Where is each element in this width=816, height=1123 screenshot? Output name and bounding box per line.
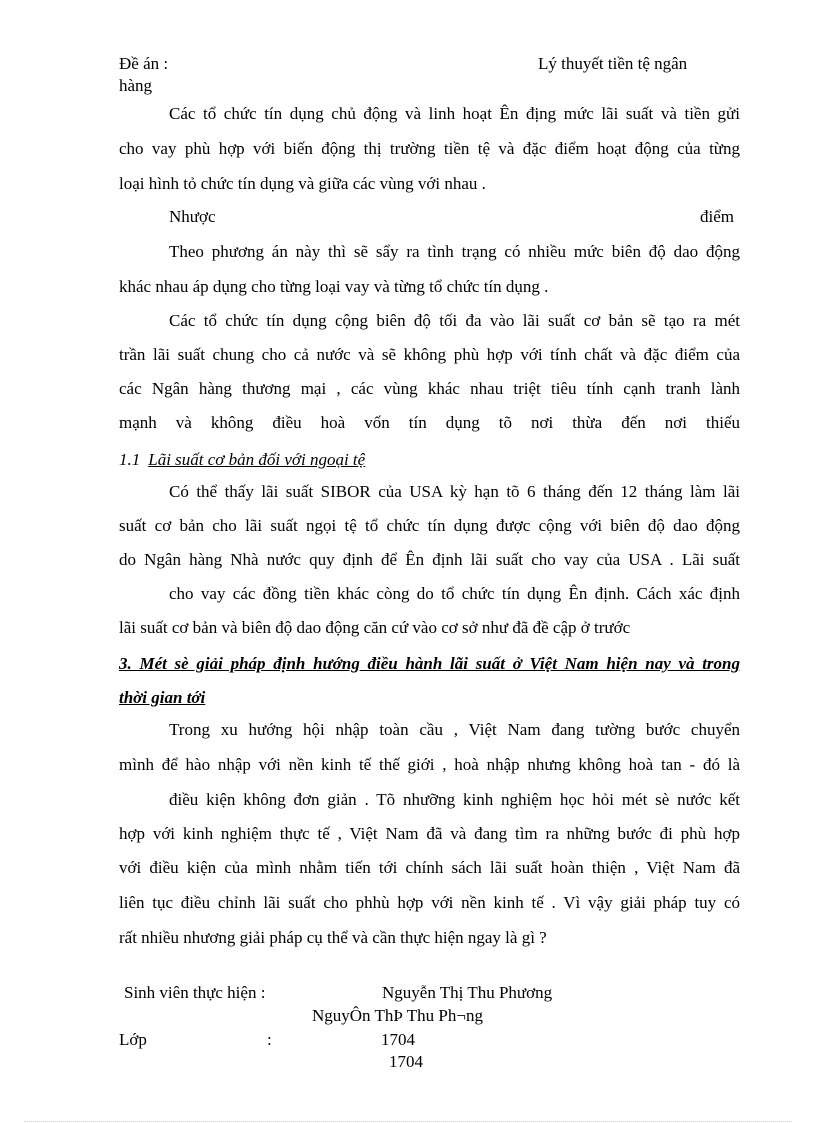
student-name-garbled: NguyÔn ThÞ Thu Ph¬ng bbox=[312, 1006, 483, 1025]
class-label: Lớp bbox=[119, 1030, 147, 1049]
body-line: khác nhau áp dụng cho từng loại vay và từng tổ chức tín dụng . bbox=[119, 277, 549, 296]
body-line: với điều kiện của mình nhằm tiến tới chính sách lãi suất hoàn thiện , Việt Nam đã bbox=[119, 858, 740, 877]
body-line: Trong xu hướng hội nhập toàn cầu , Việt Nam đang tường bước chuyển bbox=[169, 720, 740, 739]
body-line: Các tổ chức tín dụng cộng biên độ tối đa vào lãi suất cơ bản sẽ tạo ra mét bbox=[169, 311, 740, 330]
body-line: lãi suất cơ bản và biên độ dao động căn cứ vào cơ sở như đã đề cập ở trước bbox=[119, 618, 631, 637]
body-line: các Ngân hàng thương mại , các vùng khác nhau triệt tiêu tính cạnh tranh lành bbox=[119, 379, 740, 398]
header-wrap: hàng bbox=[119, 76, 153, 95]
body-line: suất cơ bản cho lãi suất ngọi tệ tổ chức tín dụng được cộng với biên độ dao động bbox=[119, 516, 740, 535]
body-line: do Ngân hàng Nhà nước quy định để Ên định lãi suất cho vay của USA . Lãi suất bbox=[119, 550, 740, 569]
section-heading-line1: 3. Mét sè giải pháp định hướng điều hành lãi suất ở Việt Nam hiện nay và trong bbox=[119, 654, 740, 673]
student-name: Nguyễn Thị Thu Phương bbox=[382, 983, 553, 1002]
body-line: hợp với kinh nghiệm thực tế , Việt Nam đã và đang tìm ra những bước đi phù hợp bbox=[119, 824, 740, 843]
body-line: liên tục điều chỉnh lãi suất cho phhù hợp với nền kinh tế . Vì vậy giải pháp tuy có bbox=[119, 893, 740, 912]
section-heading-line2: thời gian tới bbox=[119, 688, 206, 707]
class-value: 1704 bbox=[381, 1030, 415, 1049]
body-line: cho vay các đồng tiền khác còng do tổ chức tín dụng Ên định. Cách xác định bbox=[169, 584, 740, 603]
body-line: loại hình tỏ chức tín dụng và giữa các vùng với nhau . bbox=[119, 174, 486, 193]
header-left: Đề án : bbox=[119, 54, 169, 73]
subsection-number: 1.1 bbox=[119, 450, 141, 469]
body-line: trần lãi suất chung cho cả nước và sẽ không phù hợp với tính chất và đặc điểm của bbox=[119, 345, 740, 364]
page-bottom-rule bbox=[24, 1121, 792, 1122]
body-line: mình để hào nhập với nền kinh tế thế giới , hoà nhập nhưng không hoà tan - đó là bbox=[119, 755, 740, 774]
body-line: mạnh và không điều hoà vốn tín dụng tõ nơi thừa đến nơi thiếu bbox=[119, 413, 740, 432]
body-line: điều kiện không đơn giản . Tõ nhưỡng kinh nghiệm học hỏi mét sè nước kết bbox=[169, 790, 740, 809]
body-line: Các tổ chức tín dụng chủ động và linh hoạt Ên địng mức lãi suất và tiền gửi bbox=[169, 104, 740, 123]
body-line: Theo phương án này thì sẽ sẩy ra tình trạng có nhiều mức biên độ dao động bbox=[169, 242, 740, 261]
class-value-duplicate: 1704 bbox=[389, 1052, 423, 1071]
class-colon: : bbox=[267, 1030, 272, 1049]
body-line: rất nhiều nhương giải pháp cụ thể và cần thực hiện ngay là gì ? bbox=[119, 928, 547, 947]
student-label: Sinh viên thực hiện : bbox=[124, 983, 266, 1002]
subsection-heading bbox=[119, 450, 365, 470]
subsection-title: Lãi suất cơ bản đối với ngoại tệ bbox=[148, 450, 366, 469]
diem-label: điểm bbox=[700, 207, 734, 226]
nhuoc-label: Nhược bbox=[169, 207, 216, 226]
body-line: cho vay phù hợp với biến động thị trường tiền tệ và đặc điểm hoạt động của từng bbox=[119, 139, 740, 158]
body-line: Có thể thấy lãi suất SIBOR của USA kỳ hạn tõ 6 tháng đến 12 tháng làm lãi bbox=[169, 482, 740, 501]
header-right: Lý thuyết tiền tệ ngân bbox=[538, 54, 688, 73]
